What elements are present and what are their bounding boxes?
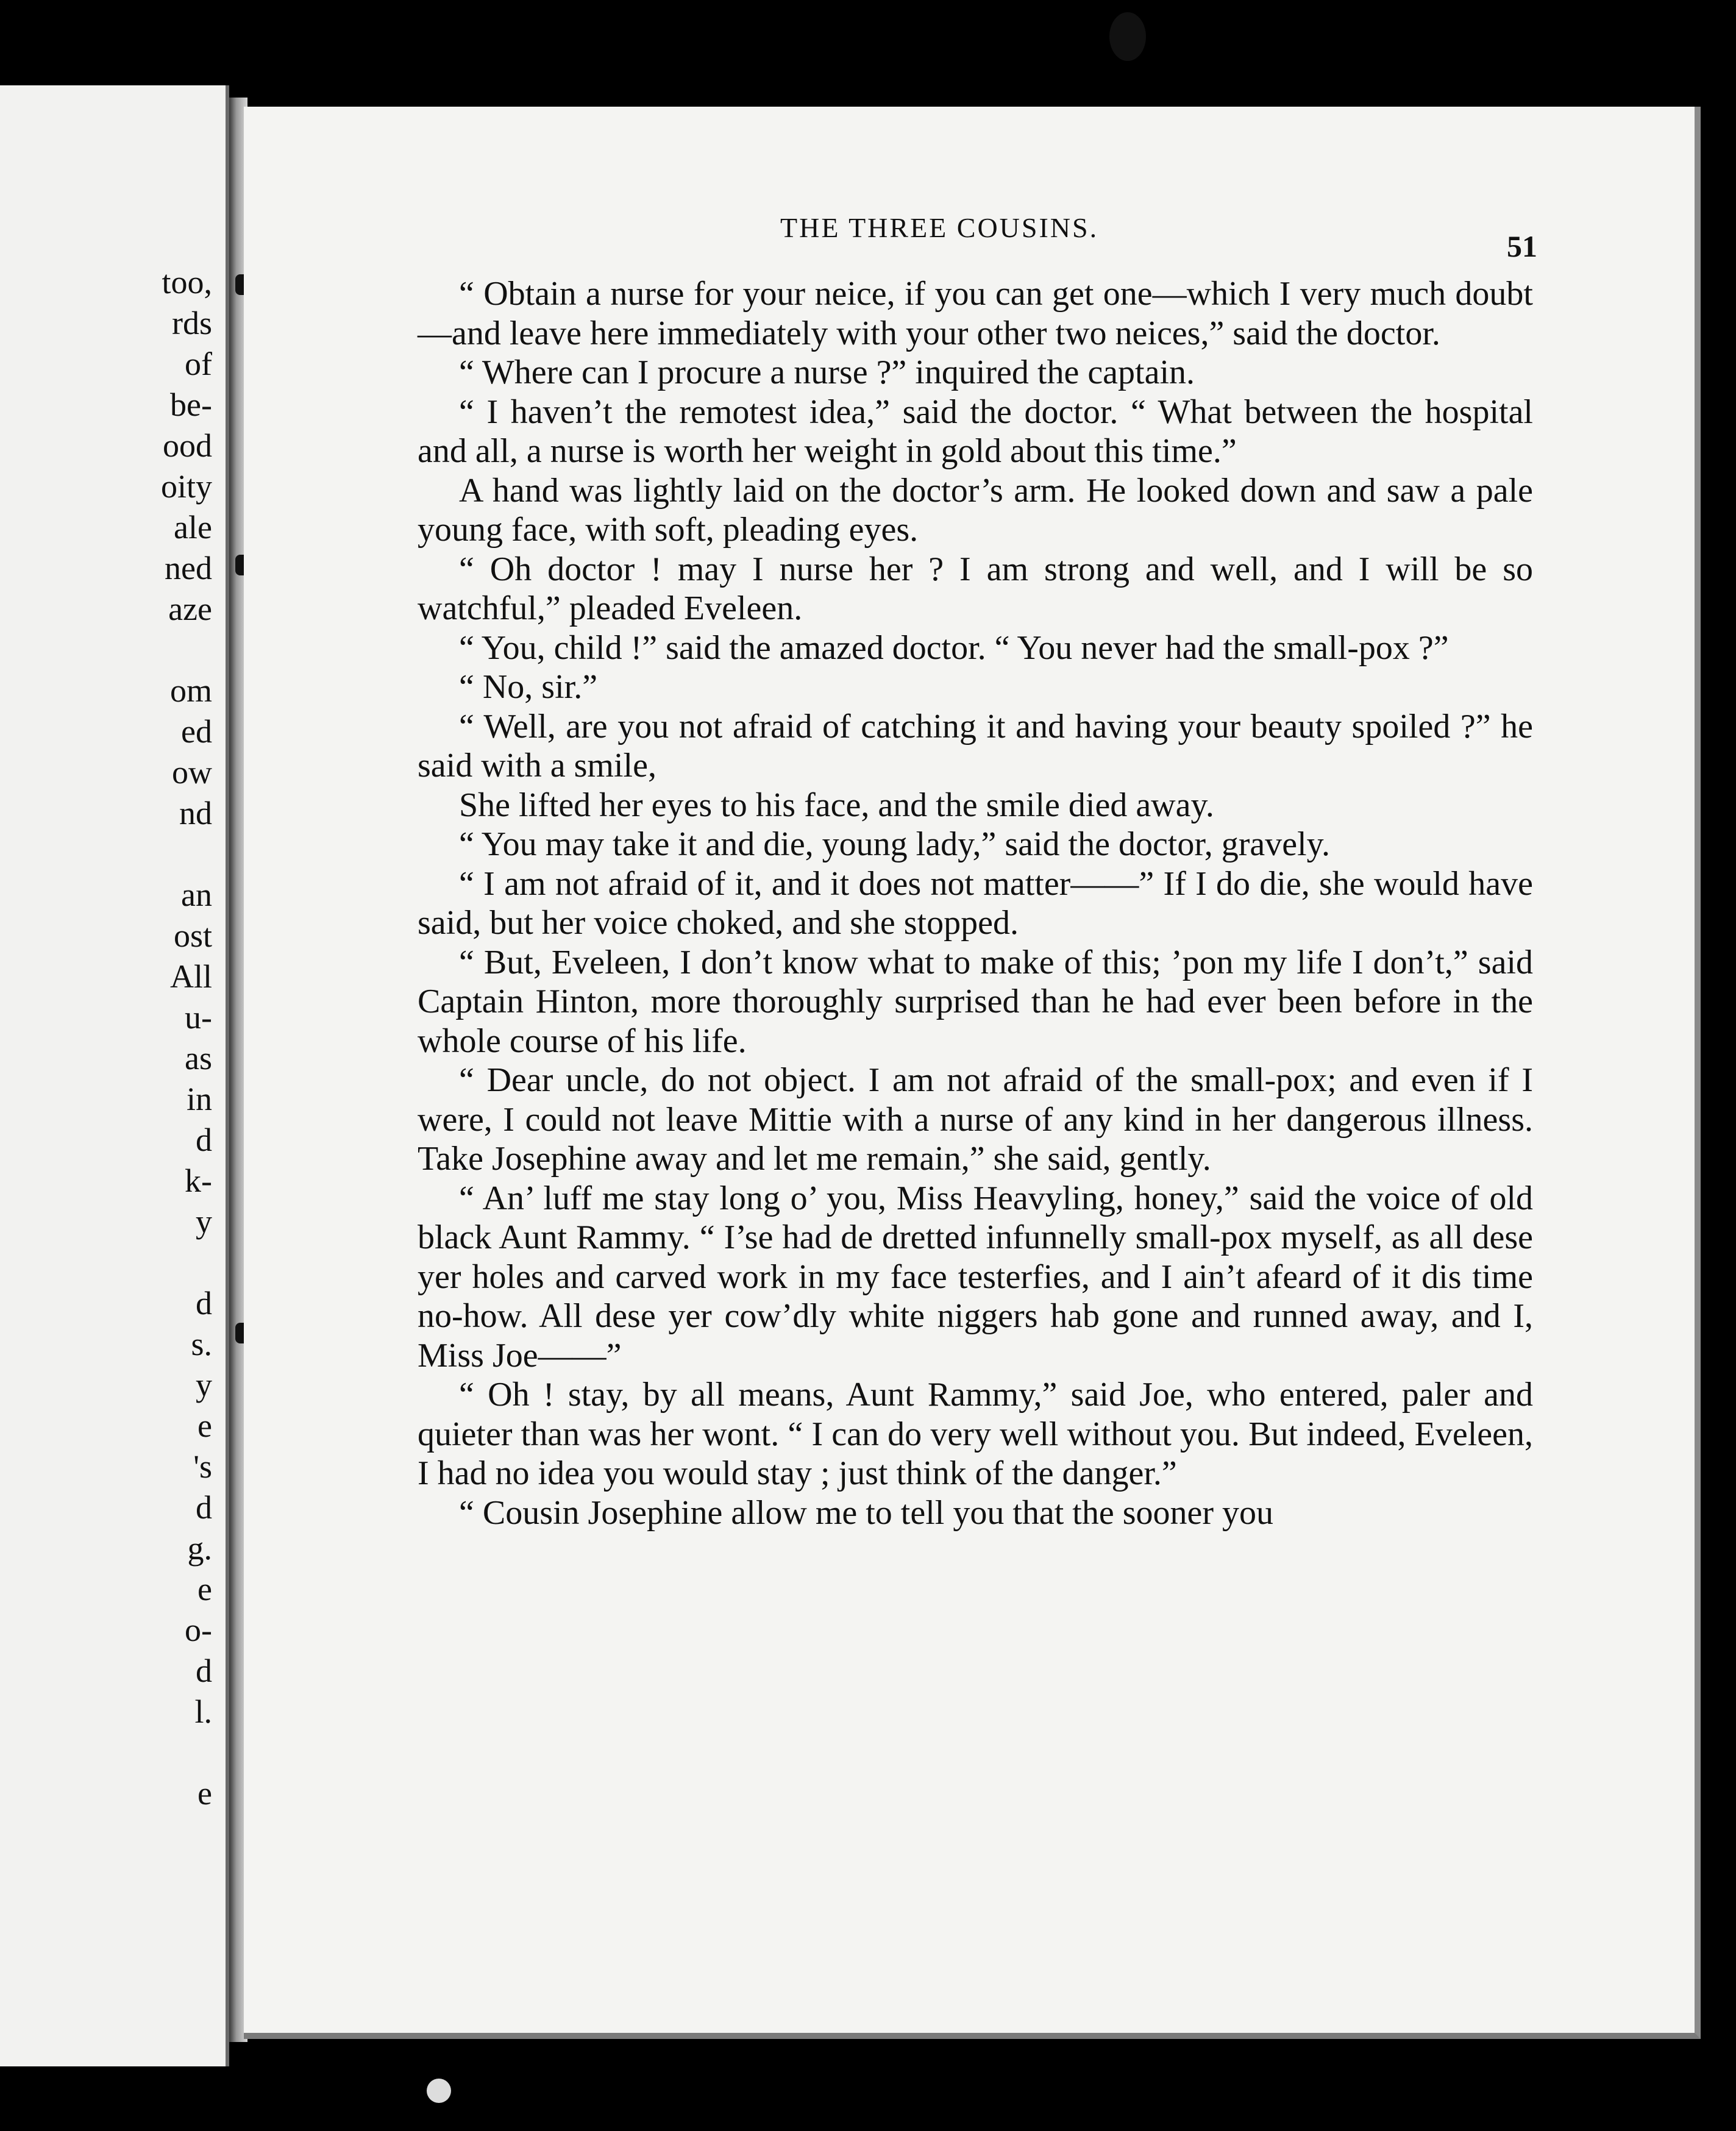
body-text xyxy=(418,274,1533,1532)
left-page-fragment: e xyxy=(197,1571,212,1607)
left-page-fragment: y xyxy=(196,1367,212,1403)
paragraph: “ Dear uncle, do not object. I am not afraid of the small-pox; and even if I were, I could not leave Mittie with a nurse of any kind in her dangerous illness. Take Josephine away and let me remain,” she said, gently. xyxy=(418,1061,1533,1178)
right-page xyxy=(244,107,1701,2039)
paragraph: A hand was lightly laid on the doctor’s arm. He looked down and saw a pale young face, with soft, pleading eyes. xyxy=(418,471,1533,549)
left-page-fragment: y xyxy=(196,1203,212,1240)
left-page-fragment: d xyxy=(196,1653,212,1689)
running-title: THE THREE COUSINS. xyxy=(780,212,1099,243)
left-page-fragment: o- xyxy=(185,1612,212,1648)
left-page-fragment: d xyxy=(196,1285,212,1322)
left-page-fragment: nd xyxy=(179,795,212,831)
left-page-fragment: g. xyxy=(187,1530,212,1567)
left-page-fragment: u- xyxy=(185,999,212,1036)
left-page-fragment: in xyxy=(186,1081,212,1117)
left-page-fragment: rds xyxy=(172,305,212,341)
scan-blemish xyxy=(1109,12,1146,61)
paragraph: “ I am not afraid of it, and it does not matter——” If I do die, she would have said, but her voice choked, and she stopped. xyxy=(418,864,1533,942)
paragraph: “ You may take it and die, young lady,” said the doctor, gravely. xyxy=(459,825,1331,863)
paragraph: “ Where can I procure a nurse ?” inquired the captain. xyxy=(459,354,1195,391)
paragraph: “ No, sir.” xyxy=(459,668,598,706)
paragraph: She lifted her eyes to his face, and the smile died away. xyxy=(459,786,1214,824)
left-page-fragment xyxy=(161,630,212,671)
left-page-text-fragments xyxy=(161,262,212,1814)
left-page-fragment: s. xyxy=(191,1326,212,1362)
left-page-fragment: All xyxy=(169,958,212,995)
left-page-fragment: e xyxy=(197,1775,212,1812)
paragraph: “ I haven’t the remotest idea,” said the doctor. “ What between the hospital and all, a nurse is worth her weight in gold about this time.” xyxy=(418,393,1533,470)
left-page-fragment: om xyxy=(169,672,212,709)
left-page-fragment: oity xyxy=(160,468,212,505)
left-page-fragment: d xyxy=(196,1122,212,1158)
paragraph: “ Obtain a nurse for your neice, if you can get one—which I very much doubt—and leave here immediately with your other two neices,” said the doctor. xyxy=(418,275,1533,352)
left-page-fragment: too, xyxy=(162,264,212,301)
left-page-fragment xyxy=(161,1732,212,1773)
scan-blemish xyxy=(427,2079,451,2103)
paragraph: “ Well, are you not afraid of catching it and having your beauty spoiled ?” he said with a smile, xyxy=(418,707,1533,784)
left-page-fragment: l. xyxy=(194,1693,212,1730)
left-page-fragment: as xyxy=(185,1040,212,1076)
left-page-fragment: ned xyxy=(165,550,212,586)
left-page-fragment xyxy=(161,1242,212,1283)
left-page-fragment: ood xyxy=(163,427,212,464)
left-page-fragment: ow xyxy=(172,754,212,791)
paragraph: “ Cousin Josephine allow me to tell you that the sooner you xyxy=(459,1493,1274,1532)
page-number: 51 xyxy=(1507,229,1537,263)
left-page-fragment: of xyxy=(185,346,212,382)
paragraph: “ An’ luff me stay long o’ you, Miss Heavyling, honey,” said the voice of old black Aunt Rammy. “ I’se had de dretted infunnelly small-pox myself, as all dese yer holes and carved work in my face testerfies, and I ain’t afeard of it dis time no-how. All dese yer cow’dly white niggers hab gone and runned away, and I, Miss Joe——” xyxy=(418,1179,1533,1375)
left-page-fragment xyxy=(161,834,212,875)
paragraph: “ But, Eveleen, I don’t know what to make of this; ’pon my life I don’t,” said Captain Hinton, more thoroughly surprised than he had ever been before in the whole course of his life. xyxy=(418,943,1533,1060)
left-page-fragment: be- xyxy=(170,386,212,423)
left-page-fragment: d xyxy=(196,1489,212,1526)
left-page-fragment: aze xyxy=(168,591,212,627)
left-page-fragment: ale xyxy=(174,509,212,546)
paragraph: “ Oh doctor ! may I nurse her ? I am strong and well, and I will be so watchful,” pleaded Eveleen. xyxy=(418,550,1533,627)
paragraph: “ Oh ! stay, by all means, Aunt Rammy,” said Joe, who entered, paler and quieter than was her wont. “ I can do very well without you. But indeed, Eveleen, I had no idea you would stay ; just think of the danger.” xyxy=(418,1376,1533,1492)
left-page-fragment: ost xyxy=(173,917,212,954)
left-page-fragment: 's xyxy=(193,1448,212,1485)
left-page-fragment: e xyxy=(197,1407,212,1444)
left-page xyxy=(0,85,229,2066)
left-page-fragment: ed xyxy=(181,713,212,750)
left-page-fragment: k- xyxy=(185,1162,212,1199)
paragraph: “ You, child !” said the amazed doctor. “ You never had the small-pox ?” xyxy=(459,628,1449,667)
left-page-fragment: an xyxy=(181,877,212,913)
